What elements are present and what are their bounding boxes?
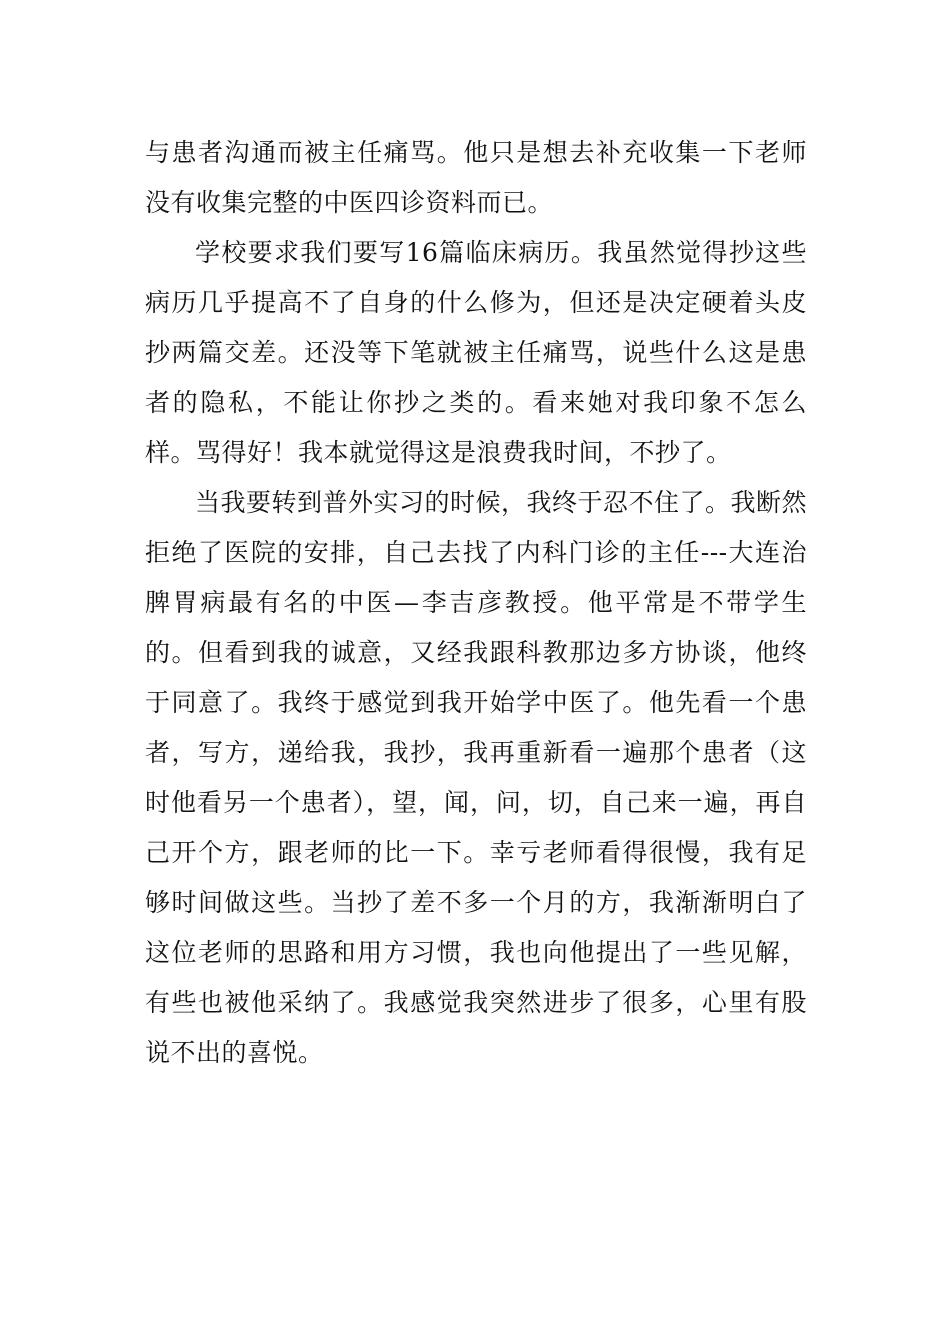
paragraph-clinical-records: 学校要求我们要写16篇临床病历。我虽然觉得抄这些病历几乎提高不了自身的什么修为，但还是决定硬着头皮抄两篇交差。还没等下笔就被主任痛骂，说些什么这是患者的隐私，不能让你抄之类的。看来她对我印象不怎么样。骂得好！我本就觉得这是浪费我时间，不抄了。 <box>145 238 807 467</box>
paragraph-continuation: 与患者沟通而被主任痛骂。他只是想去补充收集一下老师没有收集完整的中医四诊资料而已。 <box>145 138 807 217</box>
paragraph-outpatient-study: 当我要转到普外实习的时候，我终于忍不住了。我断然拒绝了医院的安排，自己去找了内科门诊的主任---大连治脾胃病最有名的中医—李吉彦教授。他平常是不带学生的。但看到我的诚意，又经我跟科教那边多方协谈，他终于同意了。我终于感觉到我开始学中医了。他先看一个患者，写方，递给我，我抄，我再重新看一遍那个患者（这时他看另一个患者），望，闻，问，切，自己来一遍，再自己开个方，跟老师的比一下。幸亏老师看得很慢，我有足够时间做这些。当抄了差不多一个月的方，我渐渐明白了这位老师的思路和用方习惯，我也向他提出了一些见解，有些也被他采纳了。我感觉我突然进步了很多，心里有股说不出的喜悦。 <box>145 488 808 1067</box>
document-body <box>145 128 807 1078</box>
